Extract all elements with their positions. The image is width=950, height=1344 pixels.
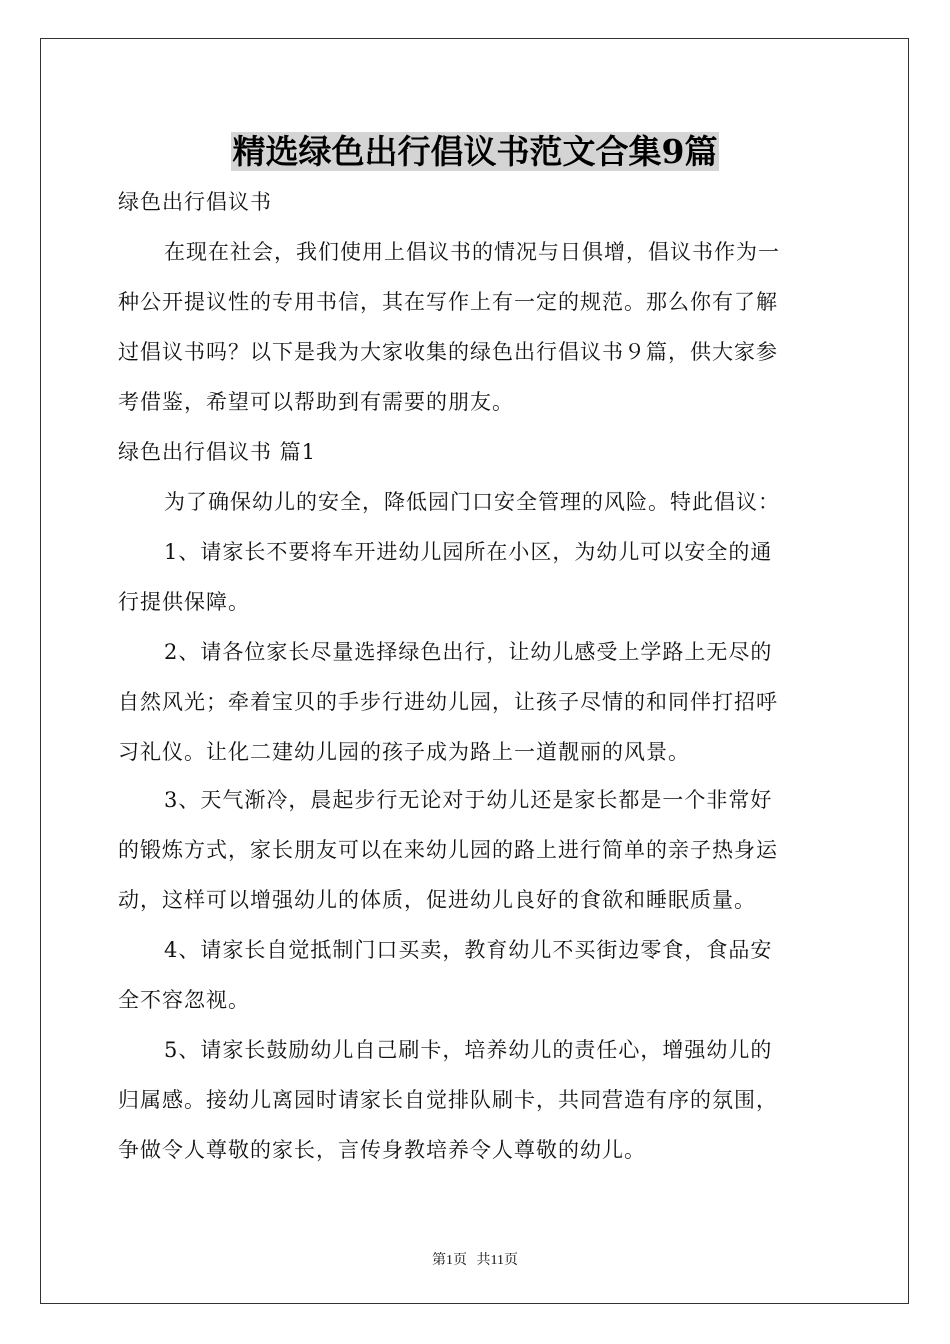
page-footer <box>0 1249 950 1269</box>
body-line: 为了确保幼儿的安全，降低园门口安全管理的风险。特此倡议： <box>164 490 780 514</box>
body-line: 2、请各位家长尽量选择绿色出行，让幼儿感受上学路上无尽的 <box>164 640 773 664</box>
page-border <box>40 38 909 1304</box>
body-line: 1、请家长不要将车开进幼儿园所在小区，为幼儿可以安全的通 <box>164 540 773 564</box>
body-line: 动，这样可以增强幼儿的体质，促进幼儿良好的食欲和睡眠质量。 <box>118 888 756 912</box>
intro-line: 在现在社会，我们使用上倡议书的情况与日俱增，倡议书作为一 <box>164 240 780 264</box>
body-line: 的锻炼方式，家长朋友可以在来幼儿园的路上进行简单的亲子热身运 <box>118 838 778 862</box>
intro-line: 种公开提议性的专用书信，其在写作上有一定的规范。那么你有了解 <box>118 290 778 314</box>
page-total: 共11页 <box>476 1253 518 1268</box>
body-line: 归属感。接幼儿离园时请家长自觉排队刷卡，共同营造有序的氛围， <box>118 1088 778 1112</box>
body-line: 全不容忽视。 <box>118 988 250 1012</box>
body-line: 5、请家长鼓励幼儿自己刷卡，培养幼儿的责任心，增强幼儿的 <box>164 1038 773 1062</box>
intro-line: 考借鉴，希望可以帮助到有需要的朋友。 <box>118 390 514 414</box>
body-line: 行提供保障。 <box>118 590 250 614</box>
document-title: 精选绿色出行倡议书范文合集9篇 <box>232 132 718 171</box>
subtitle: 绿色出行倡议书 <box>118 190 272 214</box>
body-line: 3、天气渐冷，晨起步行无论对于幼儿还是家长都是一个非常好 <box>164 788 773 812</box>
body-line: 4、请家长自觉抵制门口买卖，教育幼儿不买街边零食，食品安 <box>164 938 773 962</box>
intro-line: 过倡议书吗？以下是我为大家收集的绿色出行倡议书９篇，供大家参 <box>118 340 778 364</box>
body-line: 习礼仪。让化二建幼儿园的孩子成为路上一道靓丽的风景。 <box>118 740 690 764</box>
page-number: 第1页 <box>432 1253 467 1268</box>
body-line: 自然风光；牵着宝贝的手步行进幼儿园，让孩子尽情的和同伴打招呼 <box>118 690 778 714</box>
section-heading: 绿色出行倡议书 篇1 <box>118 440 317 464</box>
body-line: 争做令人尊敬的家长，言传身教培养令人尊敬的幼儿。 <box>118 1138 646 1162</box>
